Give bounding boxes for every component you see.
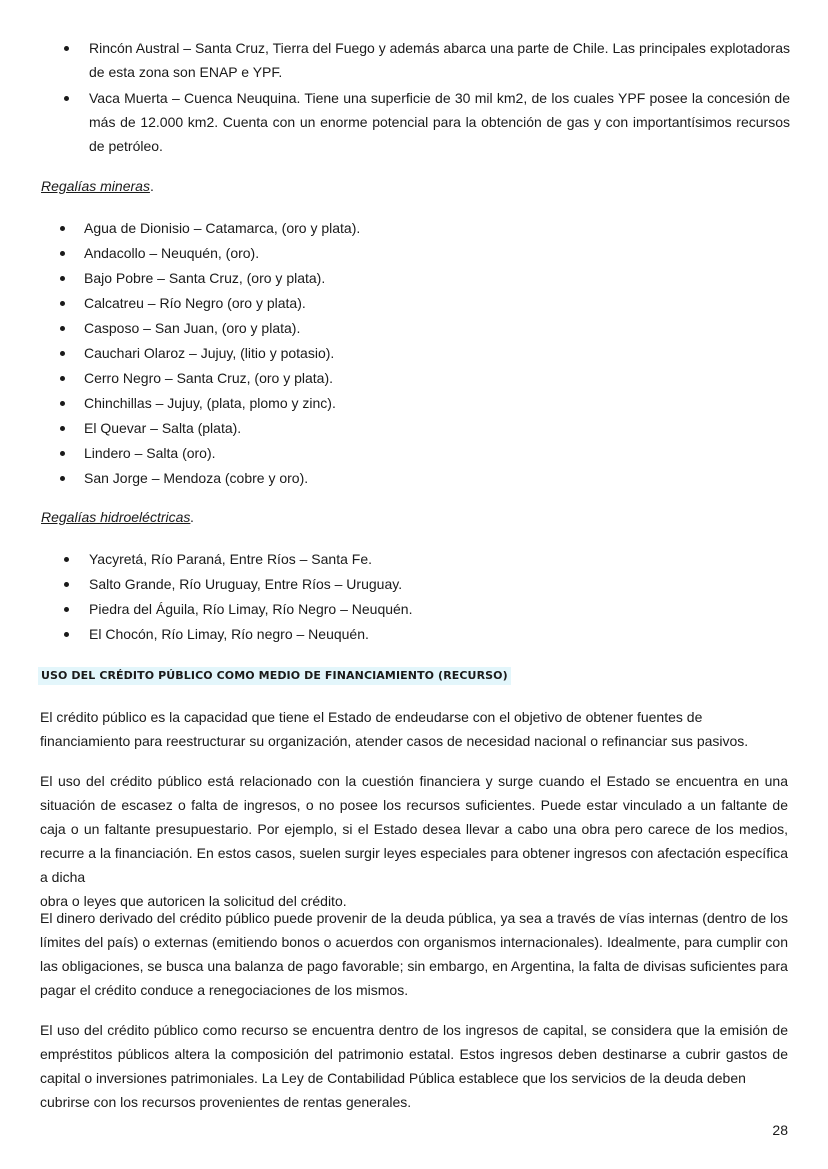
suffix-text: . — [190, 509, 194, 525]
section-title-suffix — [150, 176, 154, 196]
bullet-icon — [60, 426, 65, 431]
paragraph-last-line: financiamiento para reestructurar su organización, atender casos de necesidad nacional o refinanciar sus pasivos. — [40, 733, 749, 749]
list-item — [64, 36, 790, 84]
bullet-icon — [60, 301, 65, 306]
paragraph-last-line: obra o leyes que autoricen la solicitud del crédito. — [40, 893, 347, 909]
list-item-text: Chinchillas – Jujuy, (plata, plomo y zinc). — [84, 395, 336, 411]
bullet-icon — [60, 476, 65, 481]
list-item — [60, 291, 306, 315]
paragraph-last-line: cubrirse con los recursos provenientes de rentas generales. — [40, 1094, 412, 1110]
section-title-suffix — [190, 507, 194, 527]
paragraph — [40, 1018, 788, 1114]
paragraph — [40, 906, 788, 1002]
list-item — [60, 441, 216, 465]
paragraph-body: El uso del crédito público como recurso se encuentra dentro de los ingresos de capital, se considera que la emisión de empréstitos públicos altera la composición del patrimonio estatal. Estos ingresos deben destinarse a cubrir gastos de capital o inversiones patrimoniales. La Ley de Contabilidad Pública establece que los servicios de la deuda deben — [40, 1022, 788, 1086]
paragraph-body: El uso del crédito público está relacionado con la cuestión financiera y surge cuando el Estado se encuentra en una situación de escasez o falta de ingresos, o no posee los recursos suficientes. Puede estar vinculado a un faltante de caja o un faltante presupuestario. Por ejemplo, si el Estado desea llevar a cabo una obra pero carece de los medios, recurre a la financiación. En estos casos, suelen surgir leyes especiales para obtener ingresos con afectación específica a dicha — [40, 773, 788, 885]
list-item-text: Rincón Austral – Santa Cruz, Tierra del Fuego y además abarca una parte de Chile. Las principales explotadoras de esta zona son ENAP e YPF. — [89, 40, 790, 80]
bullet-icon — [64, 96, 69, 101]
list-item-text: Lindero – Salta (oro). — [84, 445, 216, 461]
list-item-text: Agua de Dionisio – Catamarca, (oro y plata). — [84, 220, 361, 236]
list-item-text: Casposo – San Juan, (oro y plata). — [84, 320, 301, 336]
list-item — [64, 86, 790, 158]
list-item — [60, 416, 241, 440]
bullet-icon — [64, 557, 69, 562]
paragraph-body: El dinero derivado del crédito público puede provenir de la deuda pública, ya sea a través de vías internas (dentro de los límites del país) o externas (emitiendo bonos o acuerdos con organismos internacionales). Idealmente, para cumplir con las obligaciones, se busca una balanza de pago favorable; sin embargo, en Argentina, la falta de divisas suficientes para — [40, 910, 788, 974]
list-item — [60, 316, 300, 340]
paragraph — [40, 769, 788, 913]
list-item — [60, 266, 325, 290]
list-item-text: Vaca Muerta – Cuenca Neuquina. Tiene una superficie de 30 mil km2, de los cuales YPF posee la concesión de más de 12.000 km2. Cuenta con un enorme potencial para la obtención de gas y con importantísimos recursos de petróleo. — [89, 90, 790, 154]
list-item-text: Calcatreu – Río Negro (oro y plata). — [84, 295, 306, 311]
list-item — [60, 466, 308, 490]
bullet-icon — [64, 46, 69, 51]
list-item-text: El Chocón, Río Limay, Río negro – Neuquén. — [89, 626, 369, 642]
paragraph-body: El crédito público es la capacidad que tiene el Estado de endeudarse con el objetivo de obtener fuentes de — [40, 709, 703, 725]
list-item-text: Piedra del Águila, Río Limay, Río Negro – Neuquén. — [89, 601, 413, 617]
bullet-icon — [60, 451, 65, 456]
section-title-mineras — [41, 176, 150, 196]
list-item — [64, 547, 372, 571]
list-item — [60, 241, 259, 265]
section-heading — [38, 667, 511, 685]
bullet-icon — [60, 326, 65, 331]
list-item-text: Cauchari Olaroz – Jujuy, (litio y potasio). — [84, 345, 335, 361]
list-item-text: Andacollo – Neuquén, (oro). — [84, 245, 260, 261]
bullet-icon — [64, 632, 69, 637]
paragraph — [40, 705, 788, 753]
section-heading-text: USO DEL CRÉDITO PÚBLICO COMO MEDIO DE FINANCIAMIENTO (RECURSO) — [41, 669, 508, 682]
list-item — [60, 216, 360, 240]
section-title-hidro — [41, 507, 190, 527]
section-title-text: Regalías mineras — [41, 178, 150, 194]
page-number — [772, 1121, 788, 1139]
bullet-icon — [60, 376, 65, 381]
page-number-text: 28 — [772, 1122, 788, 1138]
list-item-text: Salto Grande, Río Uruguay, Entre Ríos – Uruguay. — [89, 576, 403, 592]
bullet-icon — [64, 607, 69, 612]
list-item — [64, 622, 369, 646]
list-item-text: Cerro Negro – Santa Cruz, (oro y plata). — [84, 370, 333, 386]
bullet-icon — [60, 351, 65, 356]
list-item — [60, 366, 333, 390]
list-item-text: San Jorge – Mendoza (cobre y oro). — [84, 470, 309, 486]
list-item — [64, 597, 412, 621]
suffix-text: . — [150, 178, 154, 194]
paragraph-last-line: pagar el crédito conduce a renegociaciones de los mismos. — [40, 982, 409, 998]
bullet-icon — [60, 226, 65, 231]
list-item-text: El Quevar – Salta (plata). — [84, 420, 242, 436]
bullet-icon — [60, 276, 65, 281]
bullet-icon — [60, 401, 65, 406]
list-item — [60, 341, 334, 365]
list-item — [64, 572, 402, 596]
list-item-text: Yacyretá, Río Paraná, Entre Ríos – Santa Fe. — [89, 551, 372, 567]
list-item-text: Bajo Pobre – Santa Cruz, (oro y plata). — [84, 270, 326, 286]
list-item — [60, 391, 336, 415]
bullet-icon — [64, 582, 69, 587]
section-title-text: Regalías hidroeléctricas — [41, 509, 191, 525]
bullet-icon — [60, 251, 65, 256]
